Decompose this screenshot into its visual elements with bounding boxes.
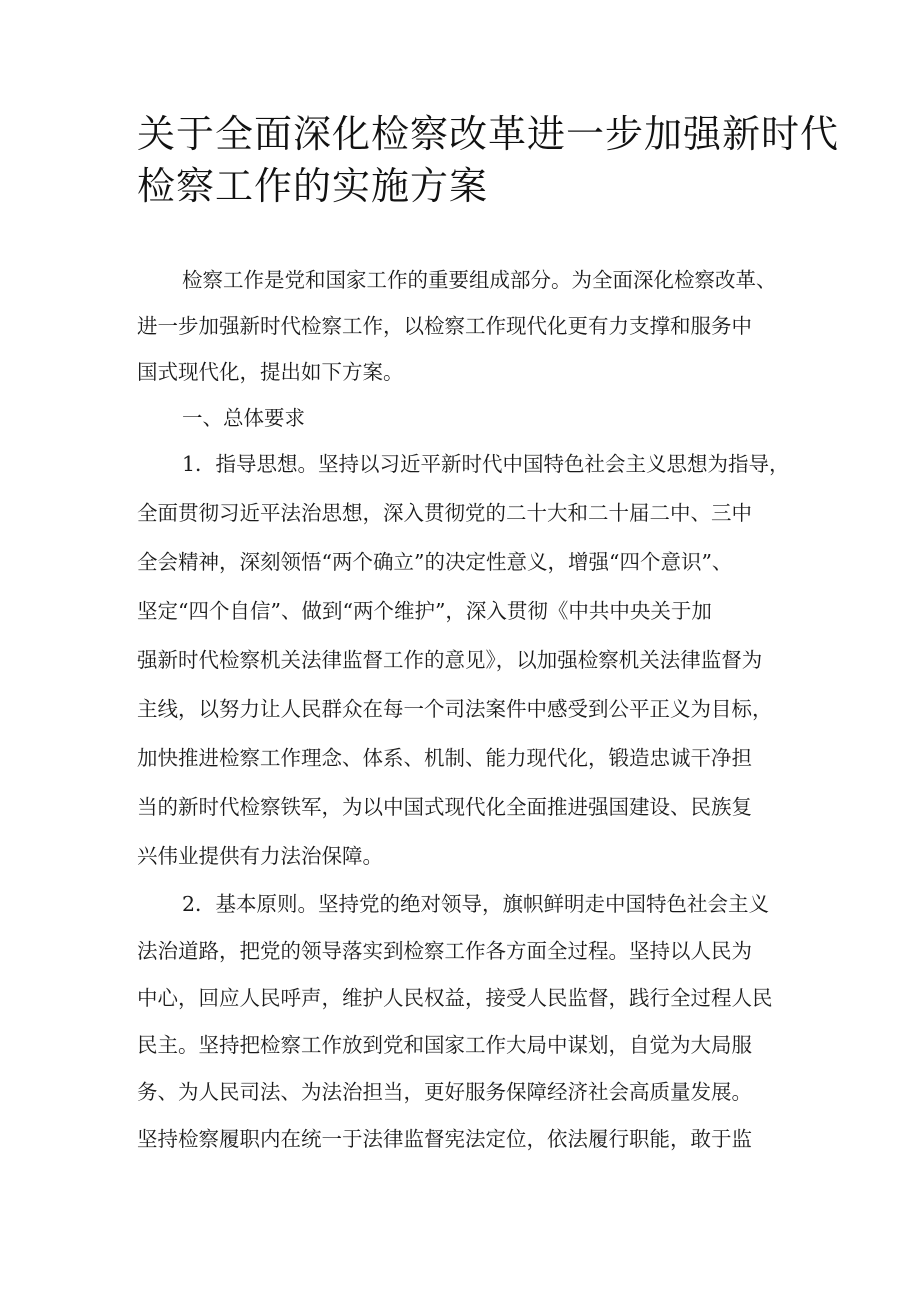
- text-line: 1．指导思想。坚持以习近平新时代中国特色社会主义思想为指导，: [182, 452, 790, 476]
- text-line: 国式现代化，提出如下方案。: [137, 360, 404, 384]
- text-line: 全会精神，深刻领悟“两个确立”的决定性意义，增强“四个意识”、: [137, 550, 733, 574]
- text-line: 强新时代检察机关法律监督工作的意见》，以加强检察机关法律监督为: [137, 648, 763, 672]
- text-line: 主线，以努力让人民群众在每一个司法案件中感受到公平正义为目标，: [137, 697, 773, 721]
- text-line: 民主。坚持把检察工作放到党和国家工作大局中谋划，自觉为大局服: [137, 1033, 752, 1057]
- text-line: 坚定“四个自信”、做到“两个维护”，深入贯彻《中共中央关于加: [137, 599, 712, 623]
- text-line: 当的新时代检察铁军，为以中国式现代化全面推进强国建设、民族复: [137, 795, 752, 819]
- title-line: 关于全面深化检察改革进一步加强新时代: [137, 112, 840, 156]
- text-line: 兴伟业提供有力法治保障。: [137, 844, 383, 868]
- title-line: 检察工作的实施方案: [137, 164, 489, 208]
- text-line: 坚持检察履职内在统一于法律监督宪法定位，依法履行职能，敢于监: [137, 1127, 752, 1151]
- text-line: 2．基本原则。坚持党的绝对领导，旗帜鲜明走中国特色社会主义: [182, 892, 770, 916]
- text-line: 加快推进检察工作理念、体系、机制、能力现代化，锻造忠诚干净担: [137, 746, 752, 770]
- document-title: [137, 108, 840, 212]
- heading-text: 一、总体要求: [182, 406, 305, 430]
- text-line: 法治道路，把党的领导落实到检察工作各方面全过程。坚持以人民为: [137, 939, 752, 963]
- text-line: 中心，回应人民呼声，维护人民权益，接受人民监督，践行全过程人民: [137, 986, 773, 1010]
- text-line: 进一步加强新时代检察工作，以检察工作现代化更有力支撑和服务中: [137, 314, 752, 338]
- text-line: 全面贯彻习近平法治思想，深入贯彻党的二十大和二十届二中、三中: [137, 501, 752, 525]
- text-line: 务、为人民司法、为法治担当，更好服务保障经济社会高质量发展。: [137, 1080, 752, 1104]
- text-line: 检察工作是党和国家工作的重要组成部分。为全面深化检察改革、: [182, 268, 777, 292]
